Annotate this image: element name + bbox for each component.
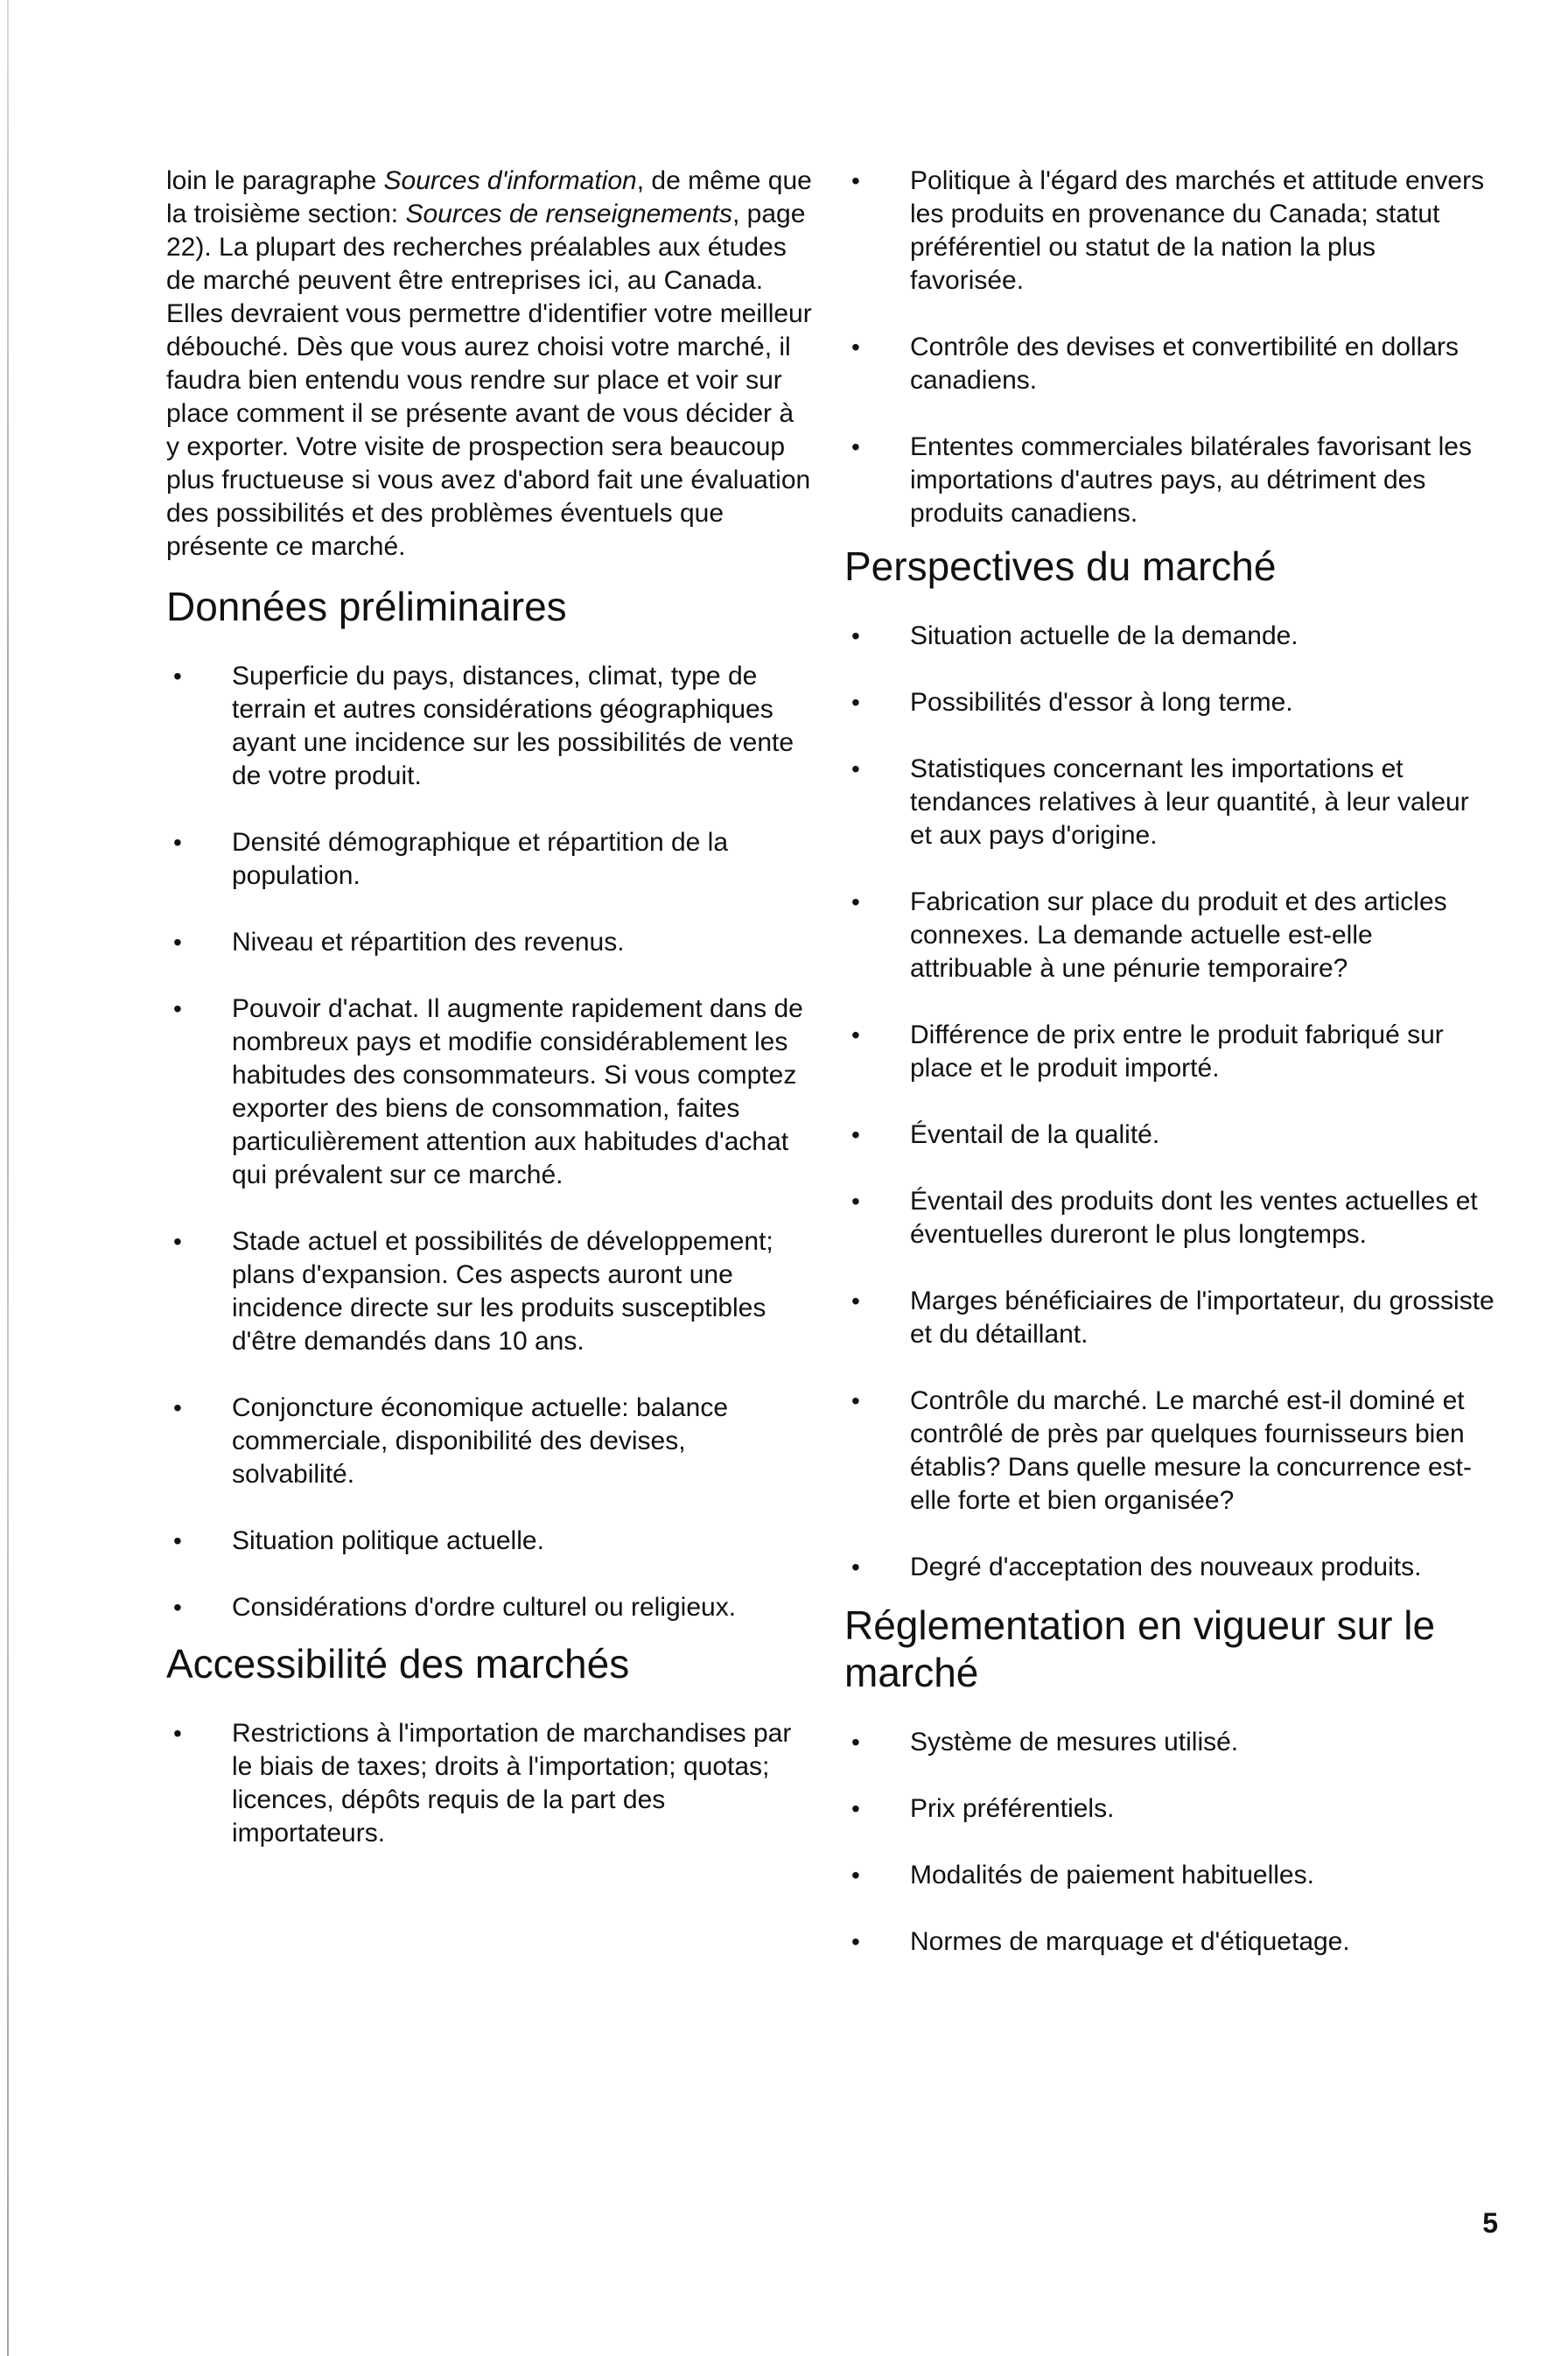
page-number: 5 <box>1482 2207 1498 2239</box>
right-column <box>844 165 1496 1959</box>
list-item: • Normes de marquage et d'étiquetage. <box>844 1925 1496 1959</box>
list-item: • Politique à l'égard des marchés et attitude envers les produits en provenance du Canada; statut préférentiel ou statut de la nation la plus favorisée. <box>844 165 1496 298</box>
list-item: • Considérations d'ordre culturel ou religieux. <box>166 1591 814 1624</box>
intro-italic-1: Sources d'information <box>383 166 637 195</box>
list-accessibilite-right <box>844 165 1496 530</box>
list-item: • Possibilités d'essor à long terme. <box>844 686 1496 719</box>
list-item: • Situation actuelle de la demande. <box>844 620 1496 653</box>
intro-italic-2: Sources de renseignements <box>405 200 733 228</box>
list-item: • Système de mesures utilisé. <box>844 1726 1496 1759</box>
list-item: • Superficie du pays, distances, climat, type de terrain et autres considérations géographiques ayant une incidence sur les possibilités de vente de votre produit. <box>166 660 814 793</box>
list-item: • Restrictions à l'importation de marchandises par le biais de taxes; droits à l'importation; quotas; licences, dépôts requis de la part des importateurs. <box>166 1717 814 1850</box>
heading-donnees-preliminaires: Données préliminaires <box>166 584 567 629</box>
list-item: • Ententes commerciales bilatérales favorisant les importations d'autres pays, au détriment des produits canadiens. <box>844 431 1496 530</box>
intro-text-2: , de même que la troisième section: <box>166 166 812 228</box>
intro-text-3: , page 22). La plupart des recherches préalables aux études de marché peuvent être entreprises ici, au Canada. Elles devraient vous permettre d'identifier votre meilleur débouché. Dès que vous aurez choisi votre marché, il faudra bien entendu vous rendre sur place et voir sur place comment il se présente avant de vous décider à y exporter. Votre visite de prospection sera beaucoup plus fructueuse si vous avez d'abord fait une évaluation des possibilités et des problèmes éventuels que présente ce marché. <box>166 200 812 561</box>
intro-paragraph <box>166 165 814 564</box>
list-item: • Degré d'acceptation des nouveaux produits. <box>844 1551 1496 1584</box>
list-item: • Stade actuel et possibilités de développement; plans d'expansion. Ces aspects auront une incidence directe sur les produits susceptibles d'être demandés dans 10 ans. <box>166 1225 814 1358</box>
list-item: • Statistiques concernant les importations et tendances relatives à leur quantité, à leur valeur et aux pays d'origine. <box>844 753 1496 852</box>
intro-text-1: loin le paragraphe <box>166 166 384 195</box>
list-perspectives <box>844 620 1496 1584</box>
list-item: • Différence de prix entre le produit fabriqué sur place et le produit importé. <box>844 1019 1496 1085</box>
heading-perspectives-du-marche: Perspectives du marché <box>844 543 1277 589</box>
list-accessibilite-left <box>166 1717 814 1850</box>
list-donnees-preliminaires <box>166 660 814 1624</box>
list-item: • Contrôle des devises et convertibilité en dollars canadiens. <box>844 331 1496 397</box>
list-item: • Conjoncture économique actuelle: balance commerciale, disponibilité des devises, solvabilité. <box>166 1392 814 1491</box>
heading-reglementation: Réglementation en vigueur sur le marché <box>844 1602 1436 1695</box>
list-item: • Marges bénéficiaires de l'importateur, du grossiste et du détaillant. <box>844 1285 1496 1351</box>
list-item: • Éventail des produits dont les ventes actuelles et éventuelles dureront le plus longtemps. <box>844 1185 1496 1252</box>
list-item: • Niveau et répartition des revenus. <box>166 926 814 959</box>
list-item: • Pouvoir d'achat. Il augmente rapidement dans de nombreux pays et modifie considérablement les habitudes des consommateurs. Si vous comptez exporter des biens de consommation, faites particulièrement attention aux habitudes d'achat qui prévalent sur ce marché. <box>166 992 814 1192</box>
list-item: • Densité démographique et répartition de la population. <box>166 826 814 893</box>
list-reglementation <box>844 1726 1496 1959</box>
list-item: • Prix préférentiels. <box>844 1792 1496 1826</box>
list-item: • Situation politique actuelle. <box>166 1525 814 1558</box>
page-edge <box>7 0 9 2356</box>
list-item: • Fabrication sur place du produit et des articles connexes. La demande actuelle est-elle attribuable à une pénurie temporaire? <box>844 886 1496 985</box>
left-column <box>166 165 814 1850</box>
list-item: • Contrôle du marché. Le marché est-il dominé et contrôlé de près par quelques fournisseurs bien établis? Dans quelle mesure la concurrence est-elle forte et bien organisée? <box>844 1385 1496 1518</box>
list-item: • Éventail de la qualité. <box>844 1118 1496 1152</box>
list-item: • Modalités de paiement habituelles. <box>844 1859 1496 1892</box>
heading-accessibilite-des-marches: Accessibilité des marchés <box>166 1641 630 1686</box>
